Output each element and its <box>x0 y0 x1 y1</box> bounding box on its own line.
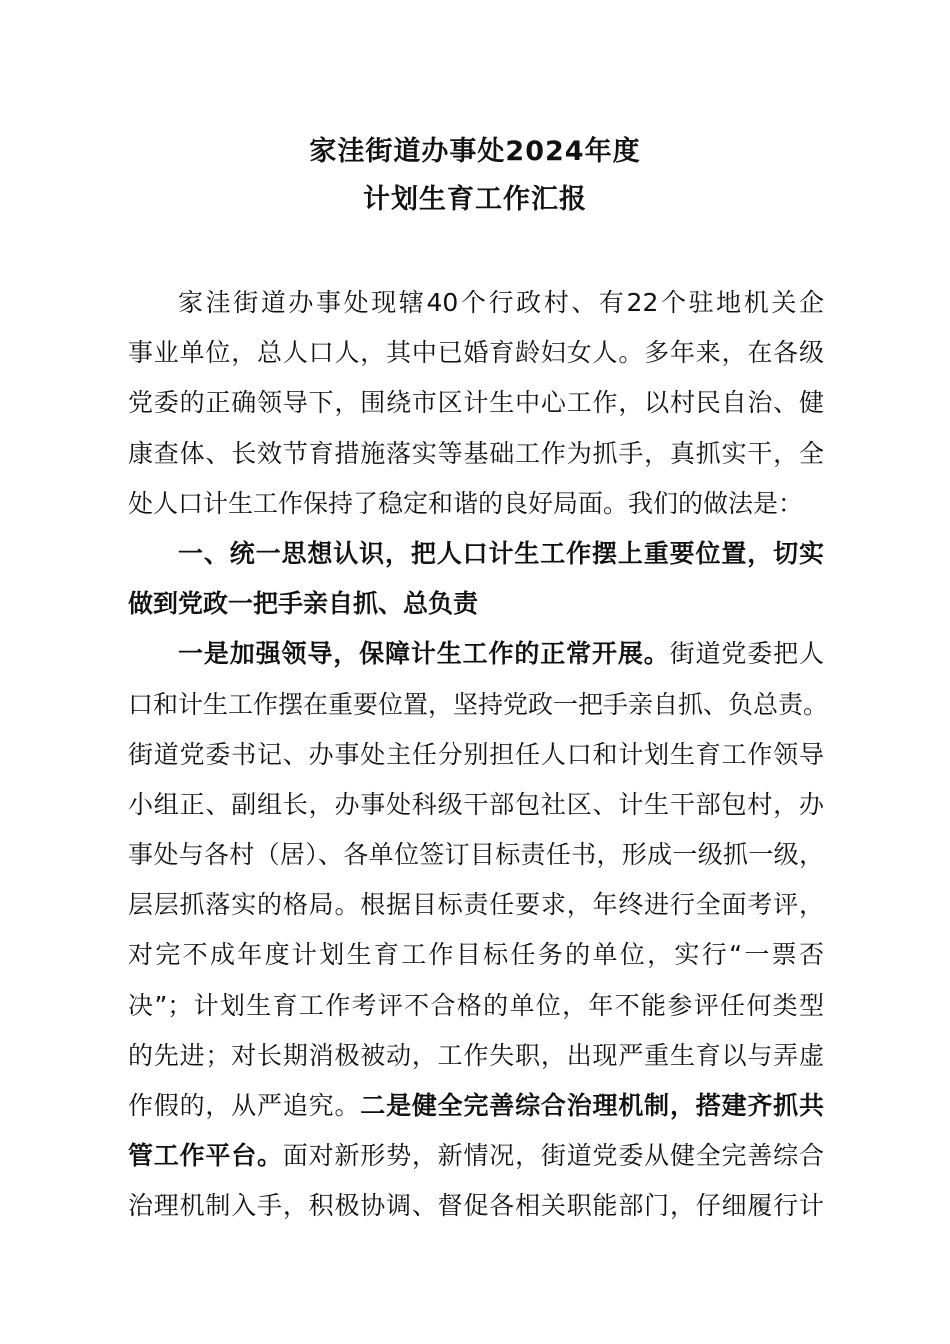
title-line-1: 家洼街道办事处2024年度 <box>309 136 641 167</box>
text-run: 事处与各村（居）、各单位签订目标责任书，形成一级抓一级， <box>128 840 824 870</box>
section-heading-line <box>128 529 824 579</box>
text-run: 作假的，从严追究。 <box>128 1091 361 1120</box>
text-run: 康查体、长效节育措施落实等基础工作为抓手，真抓实干，全 <box>128 438 824 468</box>
bold-run: 二是健全完善综合治理机制，搭建齐抓共 <box>360 1091 824 1120</box>
text-run: 家洼街道办事处现辖40个行政村、有22个驻地机关企 <box>178 288 824 317</box>
text-run: 层层抓落实的格局。根据目标责任要求，年终进行全面考评， <box>128 890 824 920</box>
text-run: 的先进；对长期消极被动，工作失职，出现严重生育以与弄虚 <box>128 1040 824 1070</box>
text-run: 小组正、副组长，办事处科级干部包社区、计生干部包村，办 <box>128 789 824 819</box>
body-line <box>128 1031 824 1081</box>
bold-run: 一是加强领导，保障计生工作的正常开展。 <box>178 639 670 669</box>
body-line <box>128 429 824 479</box>
text-run: 党委的正确领导下，围绕市区计生中心工作，以村民自治、健 <box>128 388 824 418</box>
text-run: 一、统一思想认识，把人口计生工作摆上重要位置，切实 <box>178 538 824 568</box>
text-run: 治理机制入手，积极协调、督促各相关职能部门，仔细履行计 <box>128 1191 824 1221</box>
body-line <box>128 278 824 328</box>
body-line <box>128 1131 824 1181</box>
section-heading-line <box>128 579 824 629</box>
body-line <box>128 780 824 830</box>
text-run: 事业单位，总人口人，其中已婚育龄妇女人。多年来，在各级 <box>128 338 824 368</box>
body-line <box>128 830 824 880</box>
text-run: 街道党委书记、办事处主任分别担任人口和计划生育工作领导 <box>128 739 824 769</box>
text-run: 街道党委把人 <box>669 639 824 669</box>
document-body <box>128 278 829 1232</box>
body-line <box>128 378 824 428</box>
body-line <box>128 981 824 1031</box>
body-line <box>128 328 824 378</box>
title-line-2: 计划生育工作汇报 <box>363 184 587 215</box>
text-run: 处人口计生工作保持了稳定和谐的良好局面。我们的做法是： <box>128 488 804 518</box>
text-run: 对完不成年度计划生育工作目标任务的单位，实行“一票否 <box>128 940 824 970</box>
text-run: 面对新形势，新情况，街道党委从健全完善综合 <box>282 1141 824 1171</box>
body-line <box>128 730 824 780</box>
bold-run: 管工作平台。 <box>128 1141 283 1171</box>
body-line <box>128 629 824 679</box>
body-line <box>128 1181 824 1231</box>
body-line <box>128 1081 824 1131</box>
body-line <box>128 880 824 930</box>
text-run: 做到党政一把手亲自抓、总负责 <box>128 589 479 619</box>
text-run: 决”；计划生育工作考评不合格的单位，年不能参评任何类型 <box>128 990 824 1020</box>
body-line <box>128 680 829 730</box>
document-title <box>0 128 950 224</box>
text-run: 口和计生工作摆在重要位置，坚持党政一把手亲自抓、负总责。 <box>128 689 829 719</box>
body-line <box>128 479 824 529</box>
body-line <box>128 930 824 980</box>
